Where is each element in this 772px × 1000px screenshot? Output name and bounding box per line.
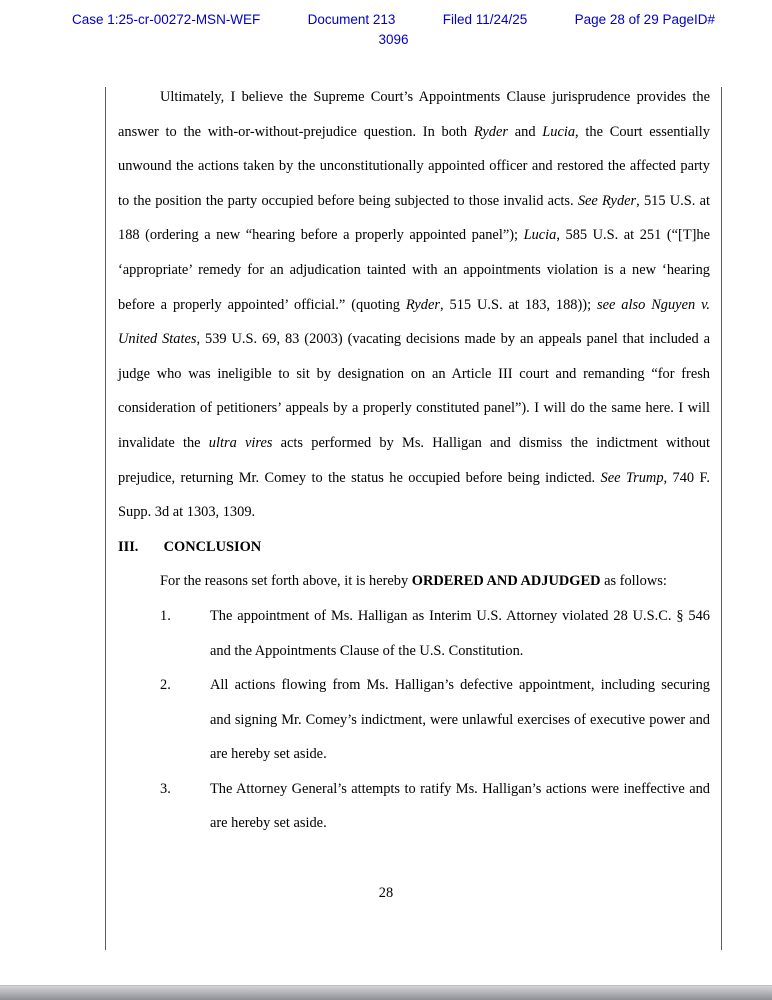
case-number: Case 1:25-cr-00272-MSN-WEF bbox=[72, 12, 261, 27]
filed-date: Filed 11/24/25 bbox=[442, 12, 528, 27]
list-item bbox=[118, 668, 710, 772]
list-item-number: 3. bbox=[160, 780, 171, 797]
ecf-stamp-header bbox=[72, 11, 715, 48]
numbered-order-list bbox=[118, 599, 710, 841]
list-item bbox=[118, 772, 710, 841]
list-item-text: All actions flowing from Ms. Halligan’s defective appointment, including securing and signing Mr. Comey’s indictment, were unlawful exercises of executive power and are hereby set aside. bbox=[210, 677, 710, 763]
right-margin-rule bbox=[721, 87, 722, 950]
page-info: Page 28 of 29 PageID# bbox=[574, 12, 715, 27]
page-bottom-edge bbox=[0, 985, 772, 1000]
ordered-and-adjudged-clause: For the reasons set forth above, it is hereby ORDERED AND ADJUDGED as follows: bbox=[160, 573, 667, 590]
ecf-stamp-line1 bbox=[72, 11, 715, 28]
conclusion-heading bbox=[118, 530, 710, 565]
conclusion-heading-title: CONCLUSION bbox=[163, 538, 262, 555]
pageid-number: 3096 bbox=[378, 32, 409, 47]
page-number: 28 bbox=[378, 885, 394, 901]
document-number: Document 213 bbox=[307, 12, 396, 27]
body-paragraph: Ultimately, I believe the Supreme Court’s Appointments Clause jurisprudence provides the answer to the with-or-without-prejudice question. In both Ryder and Lucia, the Court essentially unwound the actions taken by the unconstitutionally appointed officer and restored the affected party to the position the party occupied before being subjected to those invalid acts. See Ryder, 515 U.S. at 188 (ordering a new “hearing before a properly appointed panel”); Lucia, 585 U.S. at 251 (“[T]he ‘appropriate’ remedy for an adjudication tainted with an appointments violation is a new ‘hearing before a properly appointed’ official.” (quoting Ryder, 515 U.S. at 183, 188)); see also Nguyen v. United States, 539 U.S. 69, 83 (2003) (vacating decisions made by an appeals panel that included a judge who was ineligible to sit by designation on an Article III court and remanding “for fresh consideration of petitioners’ appeals by a properly constituted panel”). I will do the same here. I will invalidate the ultra vires acts performed by Ms. Halligan and dismiss the indictment without prejudice, returning Mr. Comey to the status he occupied before being indicted. See Trump, 740 F. Supp. 3d at 1303, 1309. bbox=[118, 89, 711, 521]
list-item-number: 1. bbox=[160, 607, 171, 624]
conclusion-heading-number: III. bbox=[118, 538, 139, 555]
list-item-number: 2. bbox=[160, 677, 171, 694]
list-item-text: The Attorney General’s attempts to ratify Ms. Halligan’s actions were ineffective and are hereby set aside. bbox=[210, 780, 710, 832]
document-body bbox=[118, 80, 710, 841]
list-item-text: The appointment of Ms. Halligan as Interim U.S. Attorney violated 28 U.S.C. § 546 and the Appointments Clause of the U.S. Constitution. bbox=[210, 607, 710, 659]
left-margin-rule bbox=[105, 87, 106, 950]
list-item bbox=[118, 599, 710, 668]
